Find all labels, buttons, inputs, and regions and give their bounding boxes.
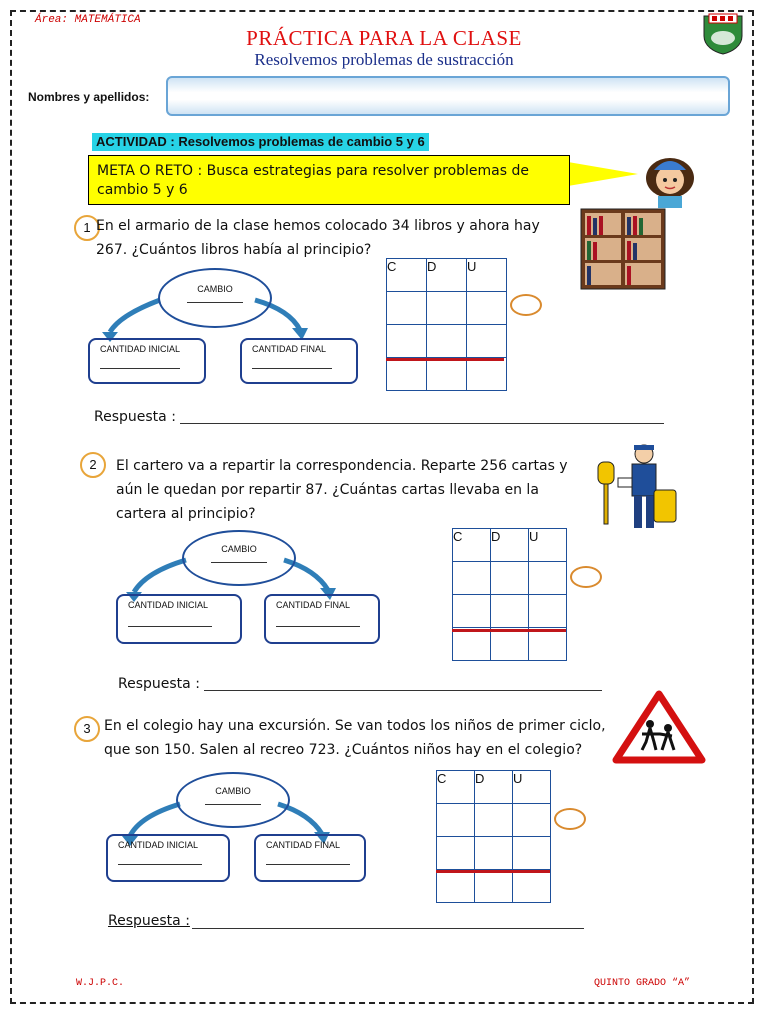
page-title: PRÁCTICA PARA LA CLASE [246,26,522,50]
change-ellipse [158,268,272,328]
answer-line[interactable] [192,928,584,929]
answer-line[interactable] [204,690,602,691]
initial-quantity-box [116,594,242,644]
carry-oval[interactable] [570,566,602,588]
grid-cell[interactable] [453,628,491,661]
final-quantity-label: CANTIDAD FINAL [276,600,351,610]
grid-cell[interactable] [513,837,551,870]
problem-text: El cartero va a repartir la correspondencia. Reparte 256 cartas y aún le quedan por repartir 87. ¿Cuántas cartas llevaba en la cartera al principio? [116,458,568,522]
place-value-grid [386,258,507,391]
header-u: U [467,259,507,292]
grid-cell[interactable] [529,628,567,661]
final-quantity-label: CANTIDAD FINAL [252,344,327,354]
header-d: D [427,259,467,292]
final-quantity-blank[interactable] [252,368,332,369]
grid-cell[interactable] [475,870,513,903]
answer-label: Respuesta : [108,913,190,929]
name-input[interactable] [166,76,730,116]
grid-cell[interactable] [467,325,507,358]
change-ellipse [176,772,290,828]
change-label: CAMBIO [215,786,251,796]
speech-bubble-tail [568,162,638,186]
header-d: D [491,529,529,562]
grid-cell[interactable] [437,870,475,903]
initial-quantity-label: CANTIDAD INICIAL [100,344,181,354]
author-initials: W.J.P.C. [76,978,125,989]
problem-number: 2 [80,452,106,478]
grid-cell[interactable] [437,804,475,837]
goal-box: META O RETO : Busca estrategias para resolver problemas de cambio 5 y 6 [88,155,570,205]
header-d: D [475,771,513,804]
problem-text: En el armario de la clase hemos colocado 34 libros y ahora hay 267. ¿Cuántos libros había al principio? [96,218,540,258]
header-c: C [453,529,491,562]
grade-label: QUINTO GRADO “A” [594,978,691,989]
grid-cell[interactable] [475,804,513,837]
answer-label: Respuesta : [118,676,200,692]
grid-cell[interactable] [491,628,529,661]
place-value-grid [436,770,551,903]
carry-oval[interactable] [554,808,586,830]
initial-quantity-label: CANTIDAD INICIAL [128,600,209,610]
answer-label: Respuesta : [94,409,176,425]
final-quantity-box [264,594,380,644]
grid-cell[interactable] [467,292,507,325]
grid-cell[interactable] [453,562,491,595]
result-line [452,629,566,632]
initial-quantity-box [88,338,206,384]
change-label: CAMBIO [221,544,257,554]
school-badge-icon [700,10,746,56]
change-blank[interactable] [205,804,261,805]
mail-carrier-icon [594,442,686,534]
problem-text: En el colegio hay una excursión. Se van todos los niños de primer ciclo, que son 150. Salen al recreo 723. ¿Cuántos niños hay en el colegio? [104,718,606,758]
grid-cell[interactable] [529,562,567,595]
initial-quantity-box [106,834,230,882]
problem-number: 3 [74,716,100,742]
grid-cell[interactable] [387,325,427,358]
grid-cell[interactable] [427,292,467,325]
grid-cell[interactable] [491,595,529,628]
grid-cell[interactable] [475,837,513,870]
initial-quantity-label: CANTIDAD INICIAL [118,840,199,850]
area-label: Área: MATEMÁTICA [35,14,141,26]
final-quantity-label: CANTIDAD FINAL [266,840,341,850]
result-line [386,358,504,361]
header-u: U [529,529,567,562]
problem-number: 1 [74,215,100,241]
grid-cell[interactable] [467,358,507,391]
final-quantity-box [254,834,366,882]
carry-oval[interactable] [510,294,542,316]
grid-cell[interactable] [437,837,475,870]
grid-cell[interactable] [513,804,551,837]
final-quantity-blank[interactable] [266,864,350,865]
school-crossing-sign-icon [612,690,706,764]
grid-cell[interactable] [529,595,567,628]
activity-banner: ACTIVIDAD : Resolvemos problemas de cambio 5 y 6 [92,133,429,151]
initial-quantity-blank[interactable] [128,626,212,627]
final-quantity-box [240,338,358,384]
header-c: C [387,259,427,292]
change-blank[interactable] [187,302,243,303]
page-subtitle: Resolvemos problemas de sustracción [254,50,514,69]
place-value-grid [452,528,567,661]
change-blank[interactable] [211,562,267,563]
grid-cell[interactable] [453,595,491,628]
result-line [436,870,550,873]
girl-icon [640,150,700,208]
grid-cell[interactable] [387,358,427,391]
grid-cell[interactable] [427,358,467,391]
grid-cell[interactable] [427,325,467,358]
grid-cell[interactable] [491,562,529,595]
initial-quantity-blank[interactable] [100,368,180,369]
answer-line[interactable] [180,423,664,424]
change-label: CAMBIO [197,284,233,294]
bookshelf-icon [580,208,666,290]
grid-cell[interactable] [387,292,427,325]
header-u: U [513,771,551,804]
initial-quantity-blank[interactable] [118,864,202,865]
name-label: Nombres y apellidos: [28,90,150,104]
change-ellipse [182,530,296,586]
final-quantity-blank[interactable] [276,626,360,627]
grid-cell[interactable] [513,870,551,903]
header-c: C [437,771,475,804]
